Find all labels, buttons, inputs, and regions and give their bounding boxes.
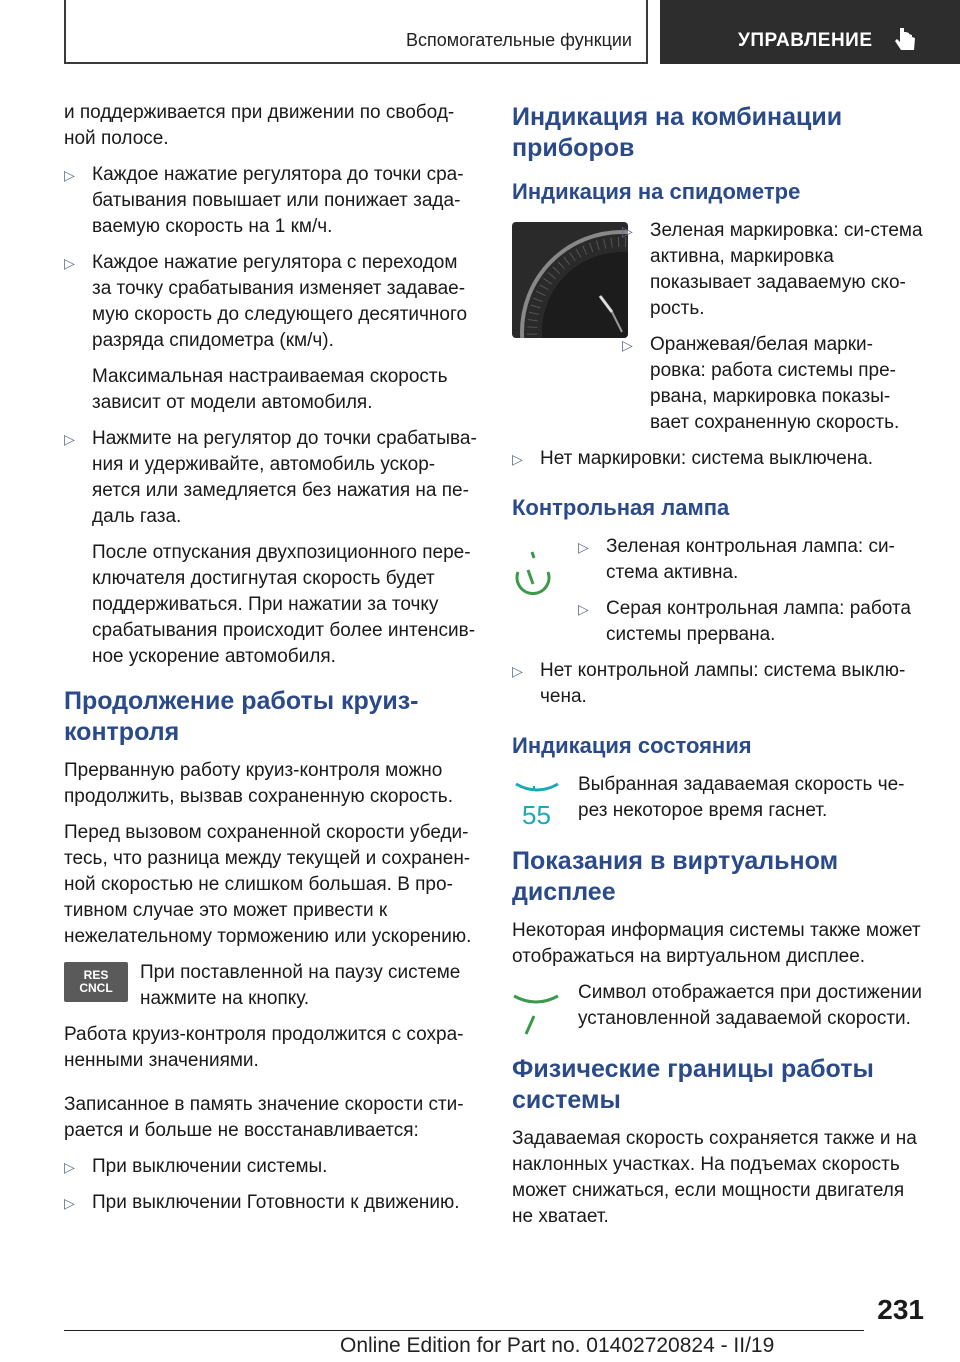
intro-text: и поддерживается при движении по свобод-ной полосе. (64, 102, 455, 149)
footer-divider (64, 1330, 864, 1331)
speedometer-row (512, 218, 926, 436)
list-item-note: Максимальная настраиваемая скорость зависит от модели автомобиля. (92, 366, 448, 413)
paragraph: Перед вызовом сохраненной скорости убеди-тесь, что разница между текущей и сохранен-ной скоростью не слишком большая. В про-тивном случае это может привести к нежелательному торможению или ускорению. (64, 822, 472, 947)
set-speed-reached-icon (512, 988, 560, 1038)
heading-indicator-lamp: Контрольная лампа (512, 495, 730, 520)
res-cncl-button-icon (64, 962, 128, 1002)
list-item: ▷ Нет маркировки: система выключена. (512, 446, 926, 472)
header-chapter-box (660, 0, 960, 64)
list-item: ▷ Каждое нажатие регулятора с переходом за точку срабатывания изменяет задавае-мую скорость до следующего десятичного разряда спидометра (км/ч). (64, 250, 478, 354)
paragraph: Некоторая информация системы также может отображаться на виртуальном дисплее. (512, 920, 921, 967)
speedometer-image (512, 222, 628, 338)
res-button-row (64, 960, 478, 1012)
left-column (64, 100, 478, 1226)
heading-cluster-display: Индикация на комбинации приборов (512, 103, 843, 162)
list-item: ▷ Оранжевая/белая марки-ровка: работа системы пре-рвана, маркировка показы-вает сохраненную скорость. (622, 332, 926, 436)
virtual-symbol-text: Символ отображается при достижении установленной задаваемой скорости. (578, 982, 922, 1029)
right-column (512, 100, 926, 1240)
cncl-label: CNCL (79, 981, 113, 995)
list-item: ▷ Зеленая контрольная лампа: си-стема активна. (578, 534, 926, 586)
header-section-title: Вспомогательные функции (405, 30, 632, 50)
paragraph: Работа круиз-контроля продолжится с сохра-ненными значениями. (64, 1024, 464, 1071)
list-item: ▷ Каждое нажатие регулятора до точки сра-батывания повышает или понижает зада-ваемую скорость на 1 км/ч. (64, 162, 478, 240)
status-row (512, 772, 926, 830)
status-speed-value: 55 (522, 800, 551, 830)
heading-speedometer: Индикация на спидометре (512, 179, 801, 204)
header-chapter-title: УПРАВЛЕНИЕ (738, 30, 873, 51)
list-item: ▷ Серая контрольная лампа: работа системы прервана. (578, 596, 926, 648)
header-section-box (64, 0, 648, 64)
heading-physical-limits: Физические границы работы системы (512, 1055, 874, 1114)
status-text: Выбранная задаваемая скорость че-рез некоторое время гаснет. (578, 774, 905, 821)
list-item: ▷ При выключении Готовности к движению. (64, 1190, 478, 1216)
footer-edition: Online Edition for Part no. 01402720824 - II/19 (340, 1334, 775, 1357)
res-button-text: При поставленной на паузу системе нажмите на кнопку. (140, 962, 461, 1009)
heading-virtual-display: Показания в виртуальном дисплее (512, 847, 839, 906)
paragraph: Прерванную работу круиз-контроля можно продолжить, вызвав сохраненную скорость. (64, 760, 453, 807)
lamp-row (512, 534, 926, 648)
heading-status: Индикация состояния (512, 733, 752, 758)
list-item: ▷ Нажмите на регулятор до точки срабатыва-ния и удерживайте, автомобиль ускор-яется или замедляется без нажатия на пе-даль газа. (64, 426, 478, 530)
list-item: ▷ Нет контрольной лампы: система выклю-чена. (512, 658, 926, 710)
paragraph: Задаваемая скорость сохраняется также и на наклонных участках. На подъемах скорость может снижаться, если мощности двигателя не хватает. (512, 1128, 917, 1227)
virtual-row (512, 980, 926, 1032)
list-item-note: После отпускания двухпозиционного пере-ключателя достигнутая скорость будет поддерживаться. При нажатии за точку срабатывания происходит более интенсив-ное ускорение автомобиля. (92, 542, 476, 667)
hand-pointer-icon (892, 26, 918, 54)
list-item: ▷ Зеленая маркировка: си-стема активна, маркировка показывает задаваемую ско-рость. (622, 218, 926, 322)
page-number: 231 (877, 1294, 924, 1325)
heading-continue-cruise: Продолжение работы круиз-контроля (64, 687, 419, 746)
res-label: RES (83, 968, 109, 982)
paragraph: Записанное в память значение скорости сти-рается и больше не восстанавливается: (64, 1094, 464, 1141)
cruise-lamp-icon (512, 548, 554, 598)
list-item: ▷ При выключении системы. (64, 1154, 478, 1180)
